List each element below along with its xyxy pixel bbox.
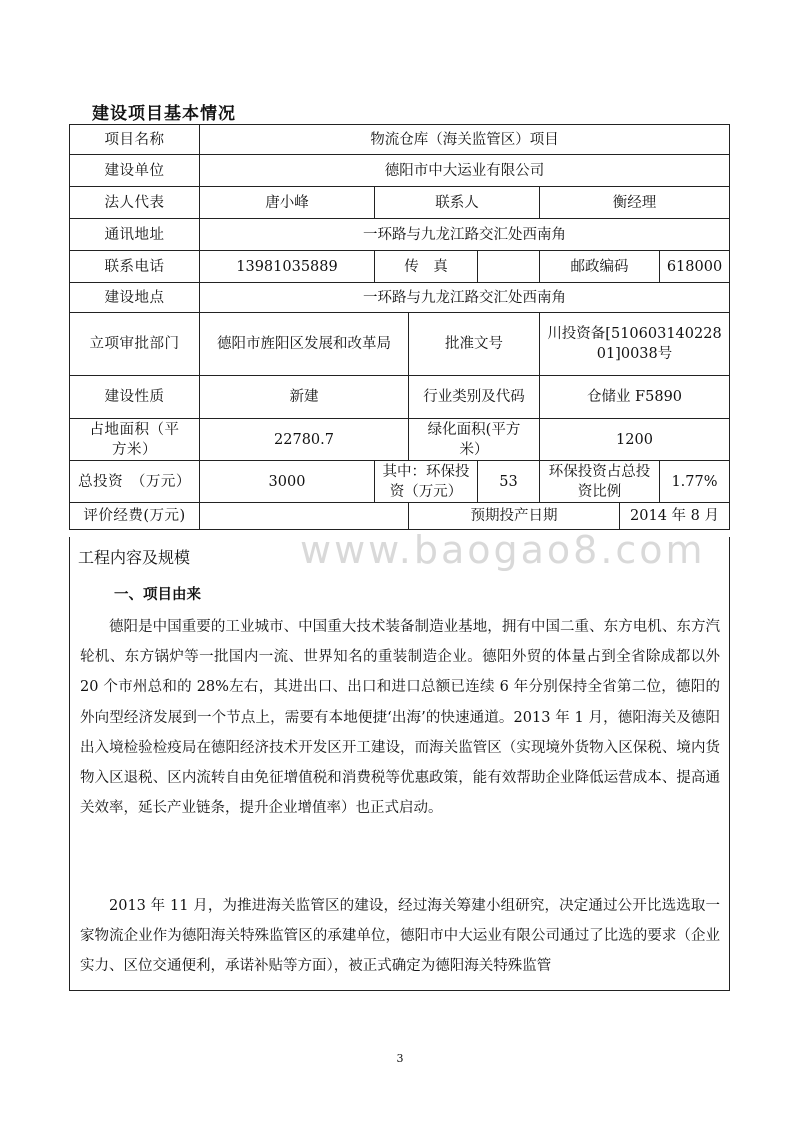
value-nature: 新建 <box>200 376 409 419</box>
section-title: 工程内容及规模 <box>78 548 191 567</box>
label-contact: 联系人 <box>375 187 540 219</box>
label-project-name: 项目名称 <box>70 125 200 155</box>
row-legal <box>70 187 730 219</box>
value-fee <box>200 503 409 530</box>
row-project-name <box>70 125 730 155</box>
label-legal: 法人代表 <box>70 187 200 219</box>
value-area: 22780.7 <box>200 419 409 461</box>
value-green: 1200 <box>540 419 730 461</box>
value-contact: 衡经理 <box>540 187 730 219</box>
value-approval-dept: 德阳市旌阳区发展和改革局 <box>200 313 409 376</box>
label-nature: 建设性质 <box>70 376 200 419</box>
section-subtitle: 一、项目由来 <box>114 587 201 603</box>
label-env-invest: 其中：环保投资（万元） <box>375 461 478 503</box>
row-phone <box>70 251 730 283</box>
label-industry: 行业类别及代码 <box>409 376 540 419</box>
value-project-name: 物流仓库（海关监管区）项目 <box>200 125 730 155</box>
row-nature <box>70 376 730 419</box>
value-address: 一环路与九龙江路交汇处西南角 <box>200 219 730 251</box>
label-fee: 评价经费(万元) <box>70 503 200 530</box>
value-phone: 13981035889 <box>200 251 375 283</box>
row-fee <box>70 503 730 530</box>
label-unit: 建设单位 <box>70 155 200 187</box>
row-approval <box>70 313 730 376</box>
value-date: 2014 年 8 月 <box>620 503 730 530</box>
project-info-table <box>69 124 730 530</box>
paragraph-1: 德阳是中国重要的工业城市、中国重大技术装备制造业基地，拥有中国二重、东方电机、东方汽轮机、东方锅炉等一批国内一流、世界知名的重装制造企业。德阳外贸的体量占到全省除成都以外 20 个市州总和的 28%左右，其进出口、出口和进口总额已连续 6 年分别保持全省第二位，德阳的外向型经济发展到一个节点上，需要有本地便捷‘出海’的快速通道。2013 年 1 月，德阳海关及德阳出入境检验检疫局在德阳经济技术开发区开工建设，而海关监管区（实现境外货物入区保税、境内货物入区退税、区内流转自由免征增值税和消费税等优惠政策，能有效帮助企业降低运营成本、提高通关效率，延长产业链条，提升企业增值率）也正式启动。 <box>80 619 720 817</box>
row-area <box>70 419 730 461</box>
label-fax: 传 真 <box>375 251 478 283</box>
value-invest: 3000 <box>200 461 375 503</box>
label-approval: 立项审批部门 <box>70 313 200 376</box>
value-env-ratio: 1.77% <box>660 461 730 503</box>
label-date: 预期投产日期 <box>409 503 620 530</box>
row-unit <box>70 155 730 187</box>
page-title: 建设项目基本情况 <box>92 104 236 124</box>
label-approval-doc: 批准文号 <box>409 313 540 376</box>
label-address: 通讯地址 <box>70 219 200 251</box>
row-invest <box>70 461 730 503</box>
value-zip: 618000 <box>660 251 730 283</box>
paragraph-2: 2013 年 11 月，为推进海关监管区的建设，经过海关筹建小组研究，决定通过公开比选选取一家物流企业作为德阳海关特殊监管区的承建单位，德阳市中大运业有限公司通过了比选的要求（企业实力、区位交通便利，承诺补贴等方面），被正式确定为德阳海关特殊监管 <box>80 898 720 975</box>
value-industry: 仓储业 F5890 <box>540 376 730 419</box>
watermark: www.baogao8.com <box>300 528 706 572</box>
label-zip: 邮政编码 <box>540 251 660 283</box>
page-number: 3 <box>396 1052 404 1065</box>
label-phone: 联系电话 <box>70 251 200 283</box>
label-area: 占地面积（平方米） <box>70 419 200 461</box>
value-legal: 唐小峰 <box>200 187 375 219</box>
value-approval-doc: 川投资备[51060314022801]0038号 <box>540 313 730 376</box>
value-unit: 德阳市中大运业有限公司 <box>200 155 730 187</box>
row-site <box>70 283 730 313</box>
label-green: 绿化面积(平方米） <box>409 419 540 461</box>
label-env-ratio: 环保投资占总投资比例 <box>540 461 660 503</box>
label-invest: 总投资 （万元） <box>70 461 200 503</box>
value-site: 一环路与九龙江路交汇处西南角 <box>200 283 730 313</box>
value-env-invest: 53 <box>478 461 540 503</box>
row-address <box>70 219 730 251</box>
label-site: 建设地点 <box>70 283 200 313</box>
value-fax <box>478 251 540 283</box>
